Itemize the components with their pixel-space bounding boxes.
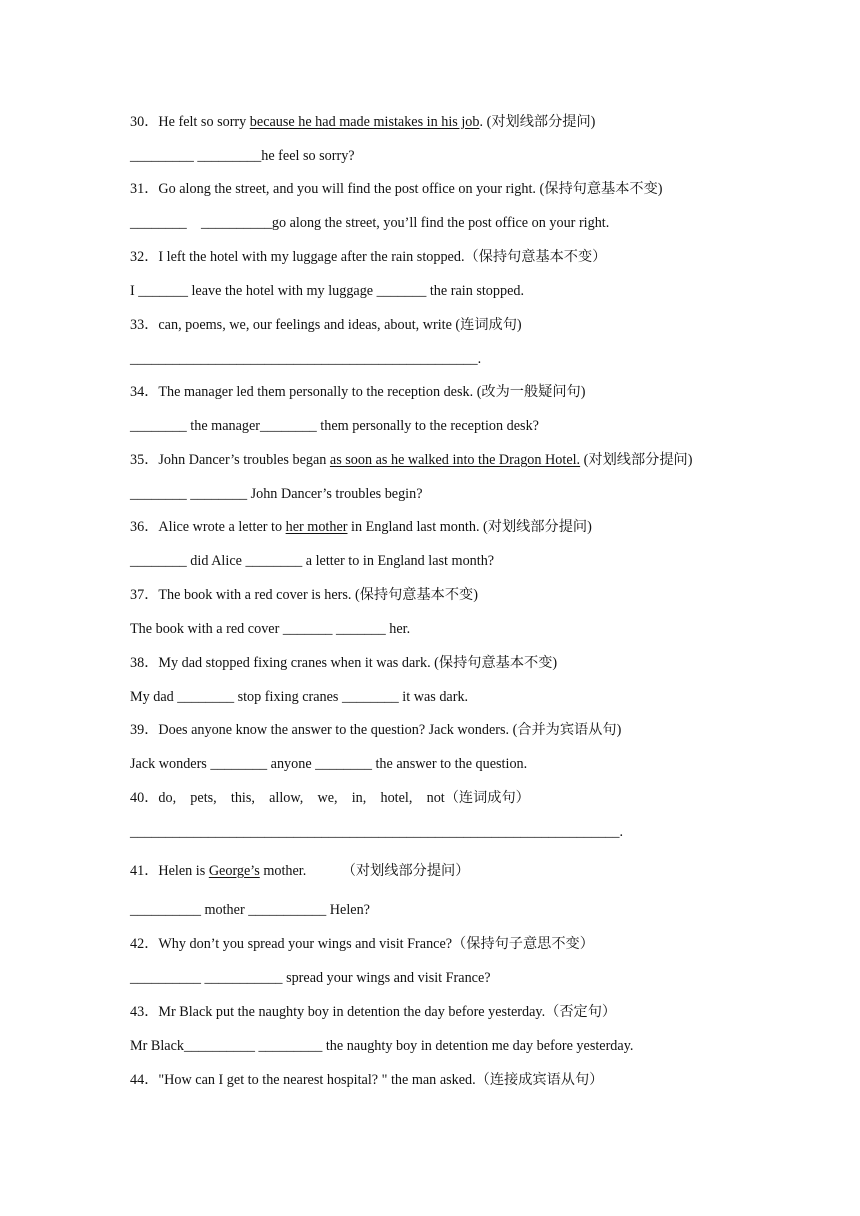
answer-line-31: ________ __________go along the street, you’ll find the post office on your right. — [130, 215, 610, 231]
answer-line-39: Jack wonders ________ anyone ________ the answer to the question. — [130, 756, 528, 772]
answer-line-41: __________ mother ___________ Helen? — [130, 902, 370, 918]
question-42: 42．Why don’t you spread your wings and visit France?（保持句子意思不变） — [130, 936, 594, 952]
question-35: 35．John Dancer’s troubles began as soon as he walked into the Dragon Hotel. (对划线部分提问) — [130, 452, 693, 468]
question-43: 43．Mr Black put the naughty boy in detention the day before yesterday.（否定句） — [130, 1004, 617, 1020]
question-40: 40．do, pets, this, allow, we, in, hotel, not（连词成句） — [130, 790, 530, 806]
question-39: 39．Does anyone know the answer to the question? Jack wonders. (合并为宾语从句) — [130, 722, 622, 738]
answer-line-37: The book with a red cover _______ _______ her. — [130, 621, 411, 637]
question-36: 36．Alice wrote a letter to her mother in England last month. (对划线部分提问) — [130, 519, 592, 535]
answer-line-34: ________ the manager________ them personally to the reception desk? — [130, 418, 539, 434]
question-44: 44．"How can I get to the nearest hospital? " the man asked.（连接成宾语从句） — [130, 1072, 604, 1088]
question-30: 30．He felt so sorry because he had made mistakes in his job. (对划线部分提问) — [130, 114, 596, 130]
underlined-part: her mother — [285, 519, 348, 535]
question-34: 34．The manager led them personally to the reception desk. (改为一般疑问句) — [130, 384, 586, 400]
answer-line-36: ________ did Alice ________ a letter to in England last month? — [130, 553, 495, 569]
answer-line-42: __________ ___________ spread your wings and visit France? — [130, 970, 491, 986]
question-38: 38．My dad stopped fixing cranes when it was dark. (保持句意基本不变) — [130, 655, 558, 671]
answer-line-30: _________ _________he feel so sorry? — [130, 148, 355, 164]
question-41: 41．Helen is George’s mother. （对划线部分提问） — [130, 863, 470, 879]
answer-line-40: _____________________________________________________________________. — [130, 824, 624, 840]
question-31: 31．Go along the street, and you will find the post office on your right. (保持句意基本不变) — [130, 181, 663, 197]
answer-line-33: _________________________________________________. — [130, 351, 482, 367]
answer-line-35: ________ ________ John Dancer’s troubles begin? — [130, 486, 423, 502]
question-37: 37．The book with a red cover is hers. (保持句意基本不变) — [130, 587, 478, 603]
question-32: 32．I left the hotel with my luggage after the rain stopped.（保持句意基本不变） — [130, 249, 607, 265]
underlined-part: George’s — [208, 863, 260, 879]
answer-line-38: My dad ________ stop fixing cranes ________ it was dark. — [130, 689, 469, 705]
answer-line-32: I _______ leave the hotel with my luggage _______ the rain stopped. — [130, 283, 525, 299]
underlined-part: as soon as he walked into the Dragon Hotel. — [329, 452, 581, 468]
question-33: 33．can, poems, we, our feelings and ideas, about, write (连词成句) — [130, 317, 522, 333]
underlined-part: because he had made mistakes in his job — [249, 114, 480, 130]
answer-line-43: Mr Black__________ _________ the naughty boy in detention me day before yesterday. — [130, 1038, 634, 1054]
